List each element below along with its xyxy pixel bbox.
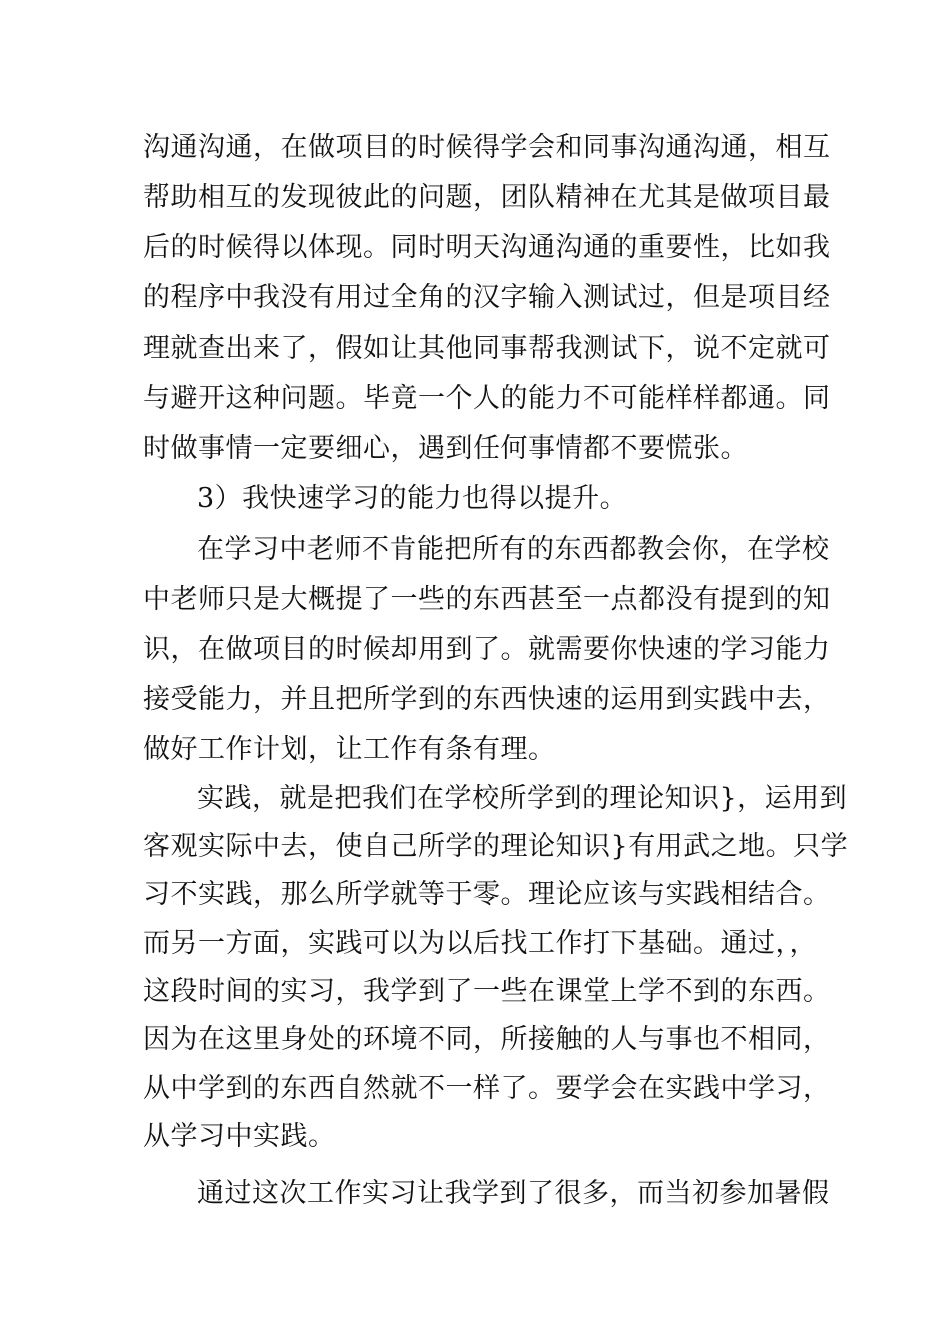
text-line: 中老师只是大概提了一些的东西甚至一点都没有提到的知 [143,584,831,615]
text-line: 因为在这里身处的环境不同，所接触的人与事也不相同， [143,1024,831,1055]
text-line: 通过这次工作实习让我学到了很多，而当初参加暑假 [197,1178,830,1209]
text-line: 后的时候得以体现。同时明天沟通沟通的重要性，比如我 [143,232,831,263]
text-line: 实践，就是把我们在学校所学到的理论知识}，运用到 [197,783,848,814]
text-line: 帮助相互的发现彼此的问题，团队精神在尤其是做项目最 [143,182,831,213]
text-line: 理就查出来了，假如让其他同事帮我测试下，说不定就可 [143,333,831,364]
text-line: 时做事情一定要细心，遇到任何事情都不要慌张。 [143,433,748,464]
text-line: 习不实践，那么所学就等于零。理论应该与实践相结合。 [143,879,831,910]
text-line: 识，在做项目的时候却用到了。就需要你快速的学习能力 [143,634,831,665]
text-line: 沟通沟通，在做项目的时候得学会和同事沟通沟通，相互 [143,132,831,163]
text-line: 从学习中实践。 [143,1121,336,1152]
text-line: 而另一方面，实践可以为以后找工作打下基础。通过，， [143,928,817,959]
text-line: 从中学到的东西自然就不一样了。要学会在实践中学习， [143,1073,831,1104]
section-heading: 3）我快速学习的能力也得以提升。 [197,483,628,514]
text-line: 这段时间的实习，我学到了一些在课堂上学不到的东西。 [143,976,831,1007]
text-line: 的程序中我没有用过全角的汉字输入测试过，但是项目经 [143,282,831,313]
text-line: 在学习中老师不肯能把所有的东西都教会你，在学校 [197,534,830,565]
text-line: 与避开这种问题。毕竟一个人的能力不可能样样都通。同 [143,383,831,414]
text-line: 做好工作计划，让工作有条有理。 [143,734,556,765]
text-line: 客观实际中去，使自己所学的理论知识}有用武之地。只学 [143,831,849,862]
text-line: 接受能力，并且把所学到的东西快速的运用到实践中去， [143,684,831,715]
